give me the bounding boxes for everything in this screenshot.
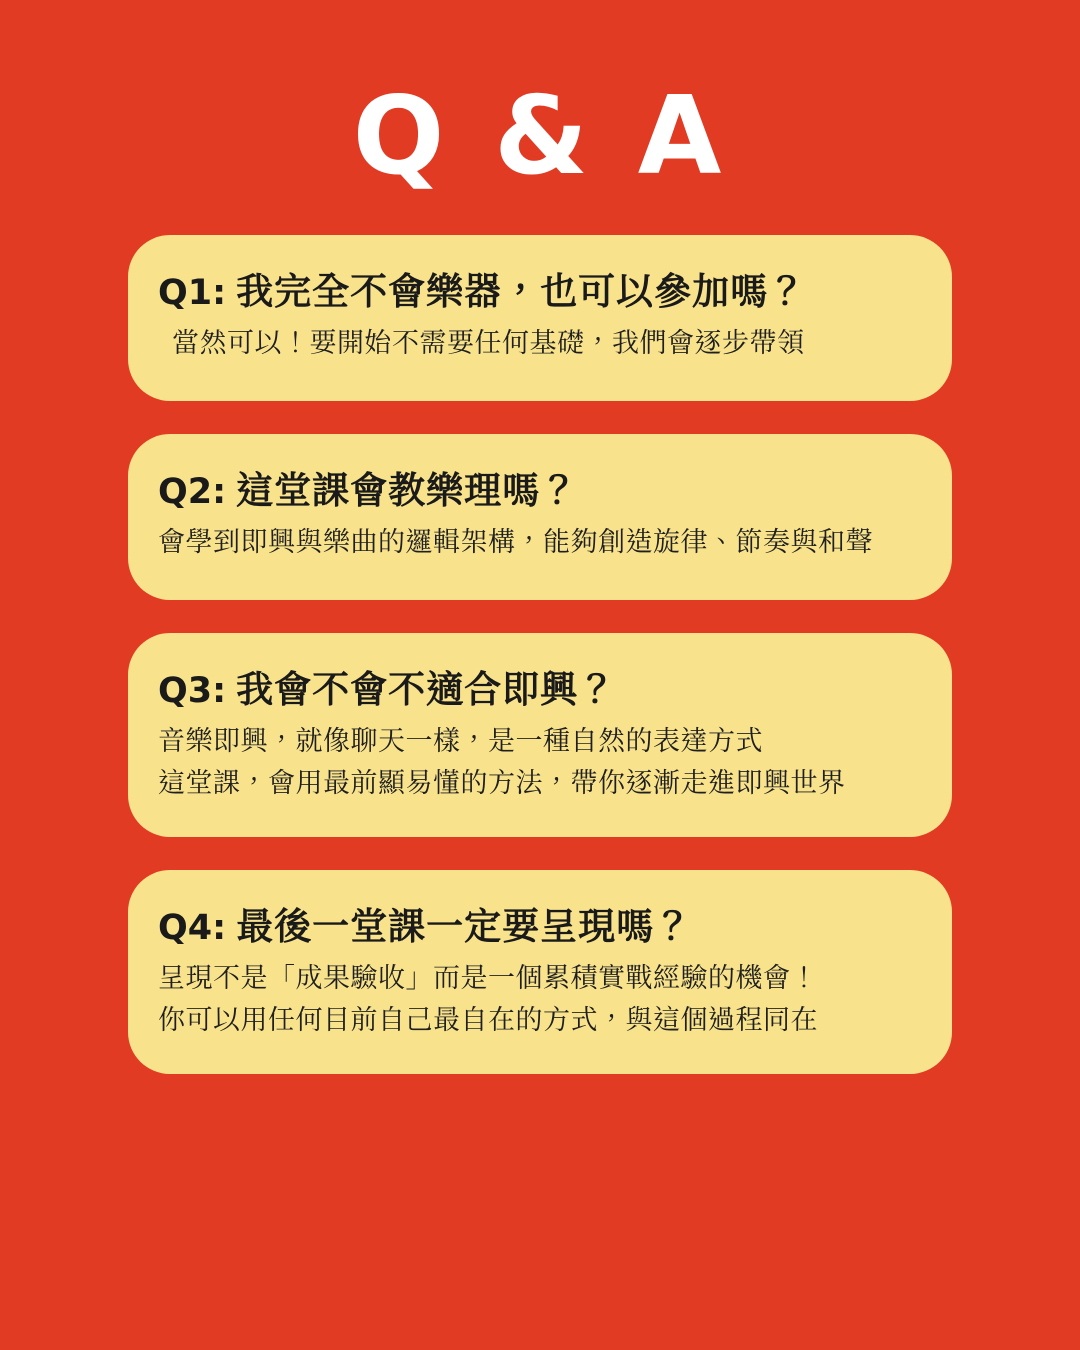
faq-label-3: Q3: — [158, 670, 227, 711]
faq-item-4 — [128, 870, 952, 1074]
page-title: Q & A — [352, 74, 728, 199]
faq-question-4 — [158, 896, 922, 950]
faq-answer-line: 音樂即興，就像聊天一樣，是一種自然的表達方式 — [158, 725, 763, 756]
faq-item-3 — [128, 633, 952, 837]
faq-answer-line: 你可以用任何目前自己最自在的方式，與這個過程同在 — [158, 1004, 818, 1035]
faq-item-2 — [128, 434, 952, 600]
faq-label-1: Q1: — [158, 272, 227, 313]
faq-question-text-2: 這堂課會教樂理嗎？ — [236, 469, 579, 511]
faq-answer-1 — [158, 323, 922, 365]
faq-question-2 — [158, 460, 922, 514]
faq-question-3 — [158, 659, 922, 713]
faq-label-2: Q2: — [158, 471, 227, 512]
faq-question-text-4: 最後一堂課一定要呈現嗎？ — [236, 905, 693, 947]
faq-answer-2 — [158, 522, 922, 564]
faq-answer-line: 會學到即興與樂曲的邏輯架構，能夠創造旋律、節奏與和聲 — [158, 526, 873, 557]
faq-question-text-3: 我會不會不適合即興？ — [236, 668, 617, 710]
faq-list — [0, 235, 1080, 1074]
faq-answer-3 — [158, 721, 922, 805]
faq-answer-line: 這堂課，會用最前顯易懂的方法，帶你逐漸走進即興世界 — [158, 767, 846, 798]
faq-question-1 — [158, 261, 922, 315]
faq-question-text-1: 我完全不會樂器，也可以參加嗎？ — [236, 270, 807, 312]
faq-label-4: Q4: — [158, 907, 227, 948]
faq-answer-line: 呈現不是「成果驗收」而是一個累積實戰經驗的機會！ — [158, 962, 818, 993]
faq-answer-line: 當然可以！要開始不需要任何基礎，我們會逐步帶領 — [172, 327, 805, 358]
faq-item-1 — [128, 235, 952, 401]
faq-answer-4 — [158, 958, 922, 1042]
